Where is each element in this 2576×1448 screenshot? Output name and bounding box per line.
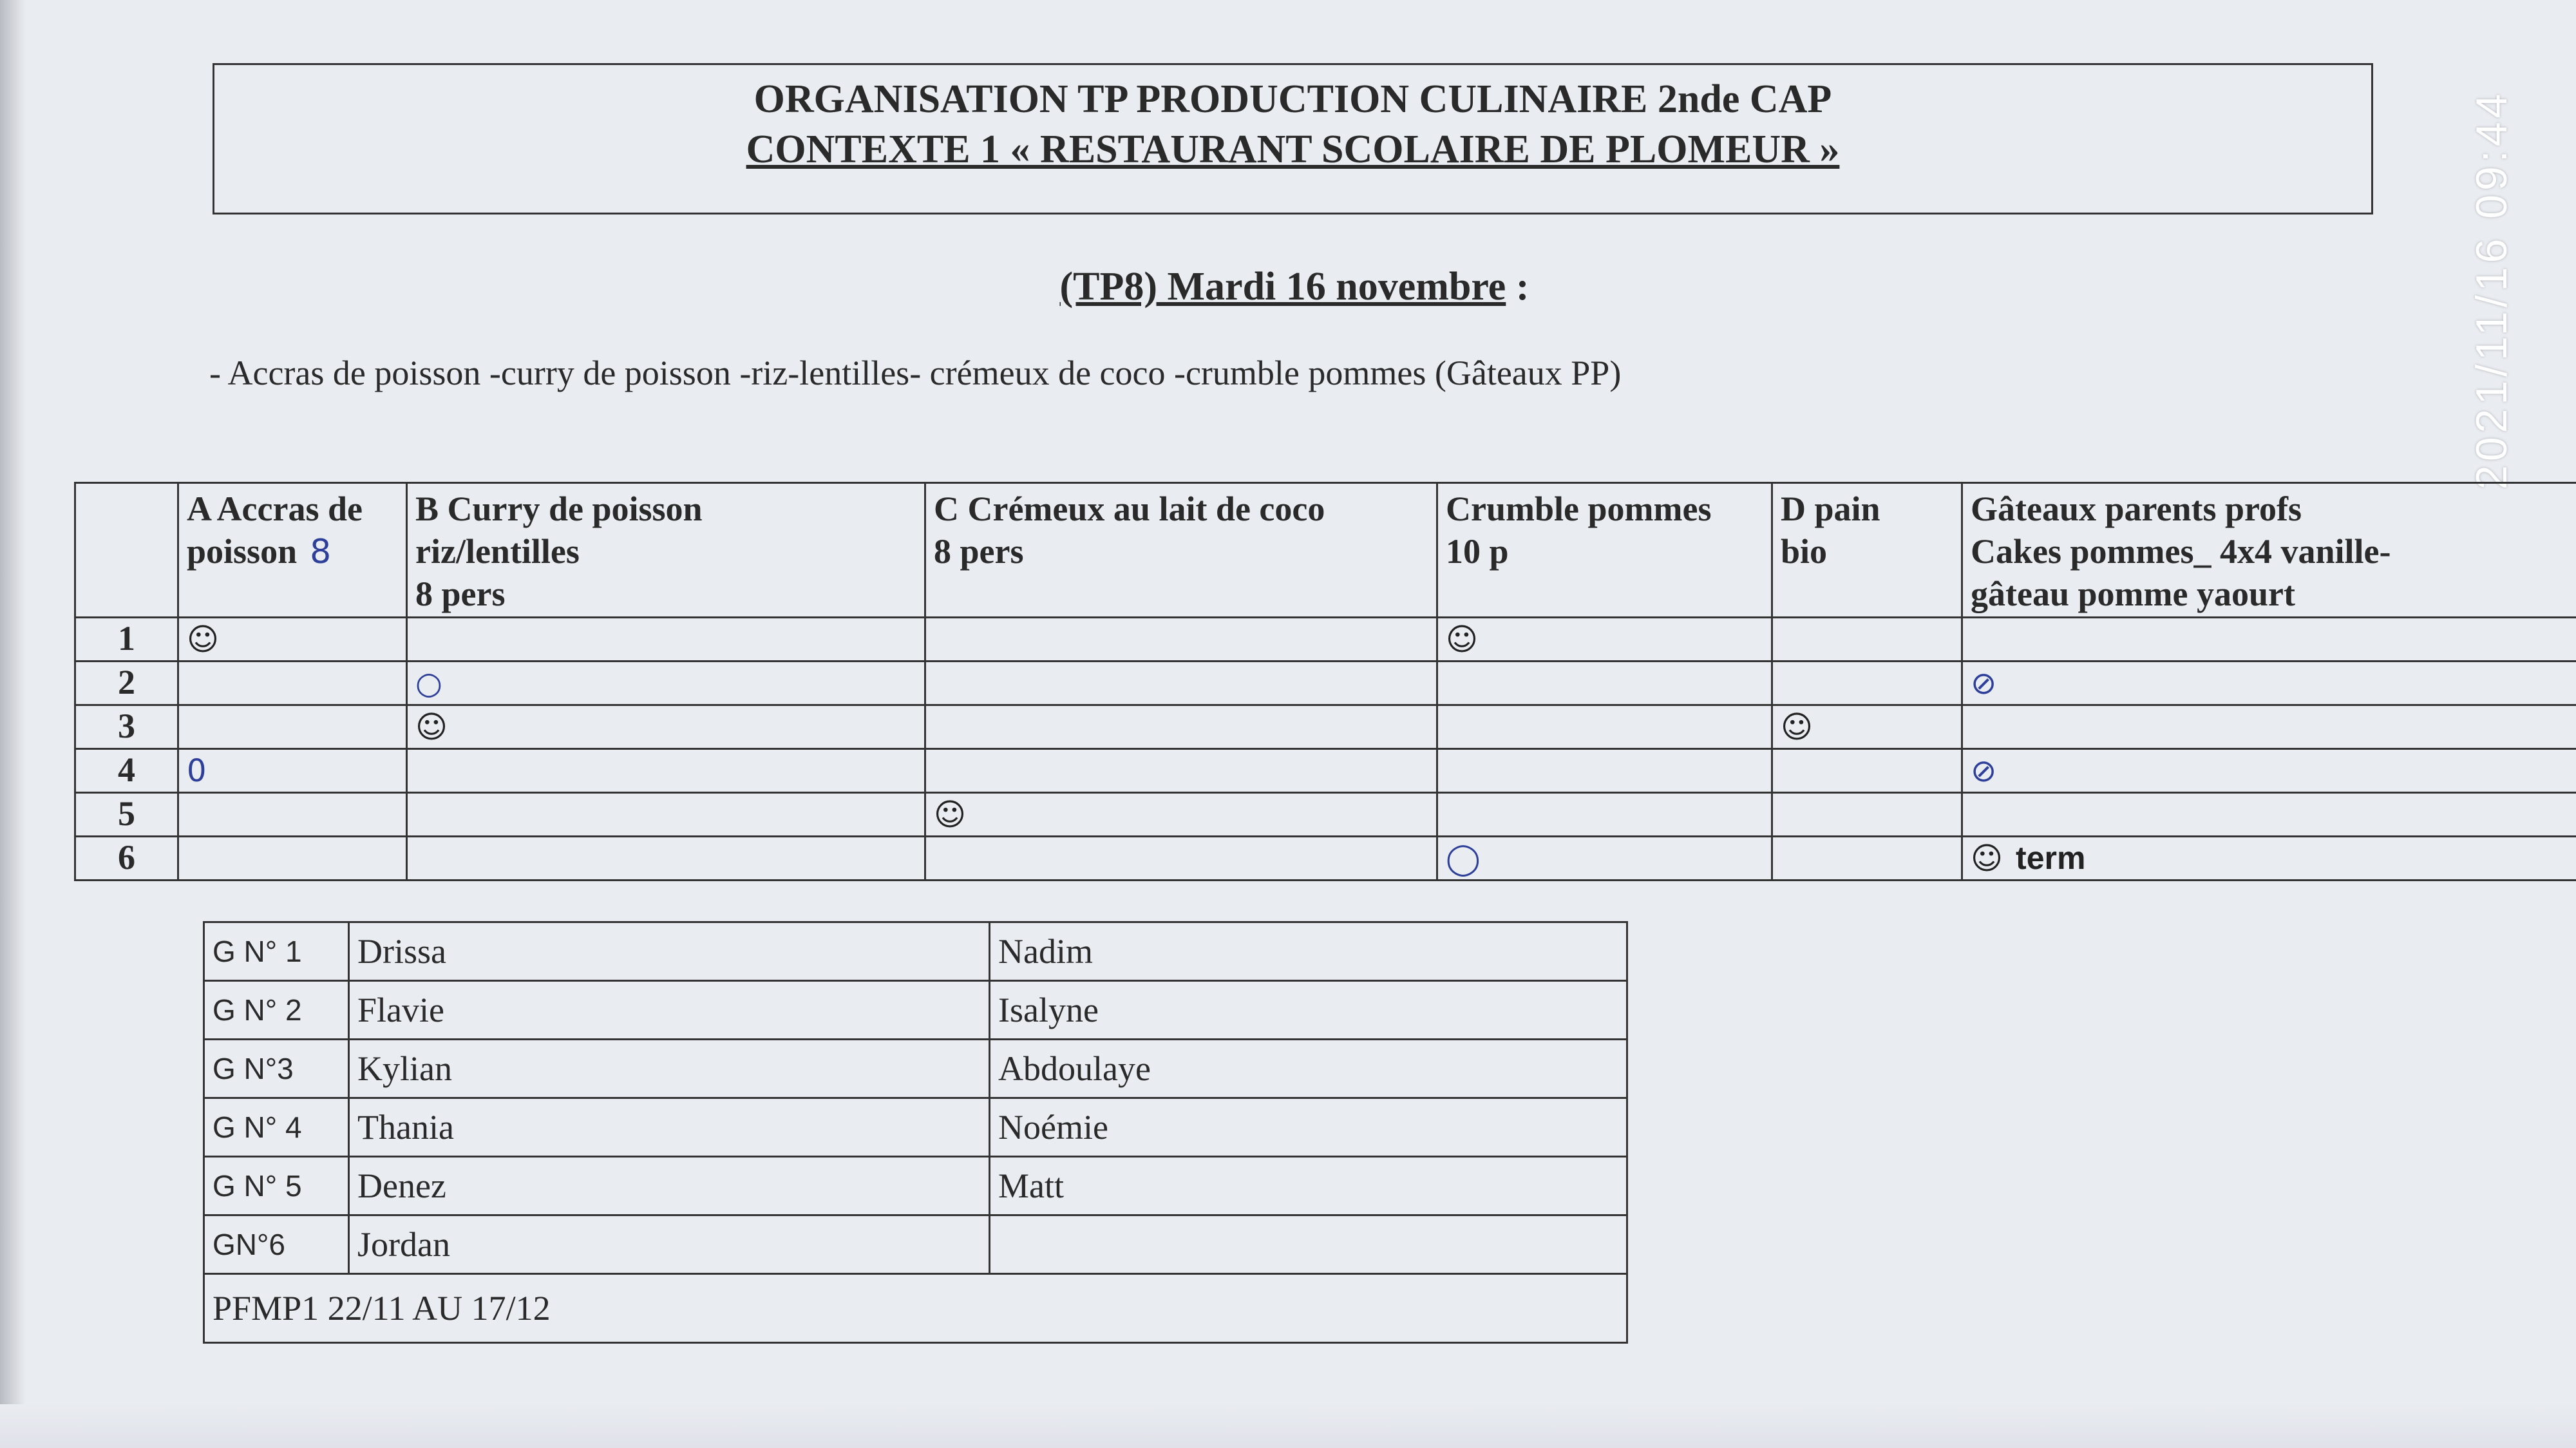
table-cell (1772, 749, 1962, 793)
circle-mark-icon: ◯ (1446, 841, 1481, 877)
col-header-gateaux: Gâteaux parents profs Cakes pommes_ 4x4 vanille- gâteau pomme yaourt (1962, 483, 2576, 618)
groups-table (203, 921, 1628, 1344)
row-number: 3 (75, 705, 178, 749)
row-number: 2 (75, 662, 178, 705)
zero-mark-icon: 0 (187, 753, 207, 789)
table-cell (1962, 749, 2576, 793)
handwritten-count-note: 8 (310, 533, 332, 571)
group-student-a: Jordan (349, 1215, 990, 1274)
group-row (204, 1215, 1627, 1274)
row-number: 6 (75, 837, 178, 881)
row-number: 5 (75, 793, 178, 837)
pfmp-note: PFMP1 22/11 AU 17/12 (204, 1274, 1627, 1343)
table-cell (1772, 793, 1962, 837)
table-cell (1437, 618, 1772, 662)
table-row (75, 662, 2576, 705)
table-cell (1437, 837, 1772, 881)
paper-edge-shadow (0, 0, 26, 1448)
table-row (75, 749, 2576, 793)
table-cell (925, 749, 1437, 793)
smiley-icon: ☺ (1781, 709, 1814, 745)
production-plan-table (74, 482, 2576, 881)
table-cell (1962, 837, 2576, 881)
table-row (75, 705, 2576, 749)
group-student-b: Matt (990, 1157, 1627, 1215)
plan-header-row (75, 483, 2576, 618)
plan-corner-cell (75, 483, 178, 618)
photo-timestamp: 2021/11/16 09:44 (2467, 90, 2516, 490)
smiley-icon: ☺ (415, 709, 448, 745)
table-cell (1772, 705, 1962, 749)
table-cell (925, 705, 1437, 749)
group-row (204, 1098, 1627, 1157)
col-header-accras: A Accras de poisson 8 (178, 483, 407, 618)
header-title: ORGANISATION TP PRODUCTION CULINAIRE 2nde CAP (753, 77, 1832, 121)
group-student-b: Nadim (990, 922, 1627, 981)
table-cell (407, 705, 925, 749)
group-id: G N° 1 (204, 922, 349, 981)
table-cell (1772, 837, 1962, 881)
table-cell (407, 662, 925, 705)
group-row (204, 981, 1627, 1040)
col-header-crumble: Crumble pommes 10 p (1437, 483, 1772, 618)
group-student-a: Thania (349, 1098, 990, 1157)
group-student-a: Flavie (349, 981, 990, 1040)
crossed-out-mark-icon: ⊘ (1971, 665, 1997, 701)
group-row (204, 1040, 1627, 1098)
table-cell (178, 618, 407, 662)
smiley-icon: ☺ (1971, 841, 2003, 877)
table-cell (178, 749, 407, 793)
circle-mark-icon: ○ (415, 665, 442, 701)
header-context: CONTEXTE 1 « RESTAURANT SCOLAIRE DE PLOMEUR » (746, 128, 1840, 171)
table-cell (178, 837, 407, 881)
table-cell (407, 749, 925, 793)
document-header-box (213, 63, 2373, 214)
table-cell (925, 837, 1437, 881)
table-cell (1437, 705, 1772, 749)
session-title-suffix: : (1506, 265, 1530, 309)
col-header-cremeux: C Crémeux au lait de coco 8 pers (925, 483, 1437, 618)
group-id: G N° 5 (204, 1157, 349, 1215)
smiley-icon: ☺ (934, 797, 967, 833)
table-row (75, 793, 2576, 837)
table-cell (407, 618, 925, 662)
smiley-icon: ☺ (1446, 622, 1479, 658)
group-id: G N°3 (204, 1040, 349, 1098)
session-title: (TP8) Mardi 16 novembre (1059, 265, 1506, 309)
smiley-icon: ☺ (187, 622, 220, 658)
pfmp-row (204, 1274, 1627, 1343)
table-cell (1437, 793, 1772, 837)
table-cell (1437, 662, 1772, 705)
table-cell (407, 793, 925, 837)
group-id: GN°6 (204, 1215, 349, 1274)
table-cell (407, 837, 925, 881)
table-cell (925, 793, 1437, 837)
group-student-a: Drissa (349, 922, 990, 981)
row-number: 1 (75, 618, 178, 662)
table-row (75, 618, 2576, 662)
group-student-b: Isalyne (990, 981, 1627, 1040)
group-student-b: Noémie (990, 1098, 1627, 1157)
col-header-curry: B Curry de poisson riz/lentilles 8 pers (407, 483, 925, 618)
table-cell (1962, 662, 2576, 705)
group-student-b (990, 1215, 1627, 1274)
group-row (204, 922, 1627, 981)
table-cell (178, 662, 407, 705)
col-header-pain: D pain bio (1772, 483, 1962, 618)
handwritten-term-note: term (2016, 840, 2086, 876)
table-cell (1962, 618, 2576, 662)
table-cell (925, 618, 1437, 662)
group-id: G N° 2 (204, 981, 349, 1040)
table-cell (1962, 793, 2576, 837)
table-cell (1772, 618, 1962, 662)
table-cell (178, 705, 407, 749)
session-title-line (0, 264, 2576, 310)
group-student-b: Abdoulaye (990, 1040, 1627, 1098)
table-cell (1962, 705, 2576, 749)
table-cell (1772, 662, 1962, 705)
table-row (75, 837, 2576, 881)
row-number: 4 (75, 749, 178, 793)
crossed-out-mark-icon: ⊘ (1971, 753, 1997, 789)
group-id: G N° 4 (204, 1098, 349, 1157)
table-cell (178, 793, 407, 837)
paper-bottom-shade (0, 1404, 2576, 1448)
table-cell (925, 662, 1437, 705)
menu-description: - Accras de poisson -curry de poisson -riz-lentilles- crémeux de coco -crumble pommes (Gâteaux PP) (209, 354, 1622, 392)
group-student-a: Kylian (349, 1040, 990, 1098)
group-row (204, 1157, 1627, 1215)
group-student-a: Denez (349, 1157, 990, 1215)
table-cell (1437, 749, 1772, 793)
